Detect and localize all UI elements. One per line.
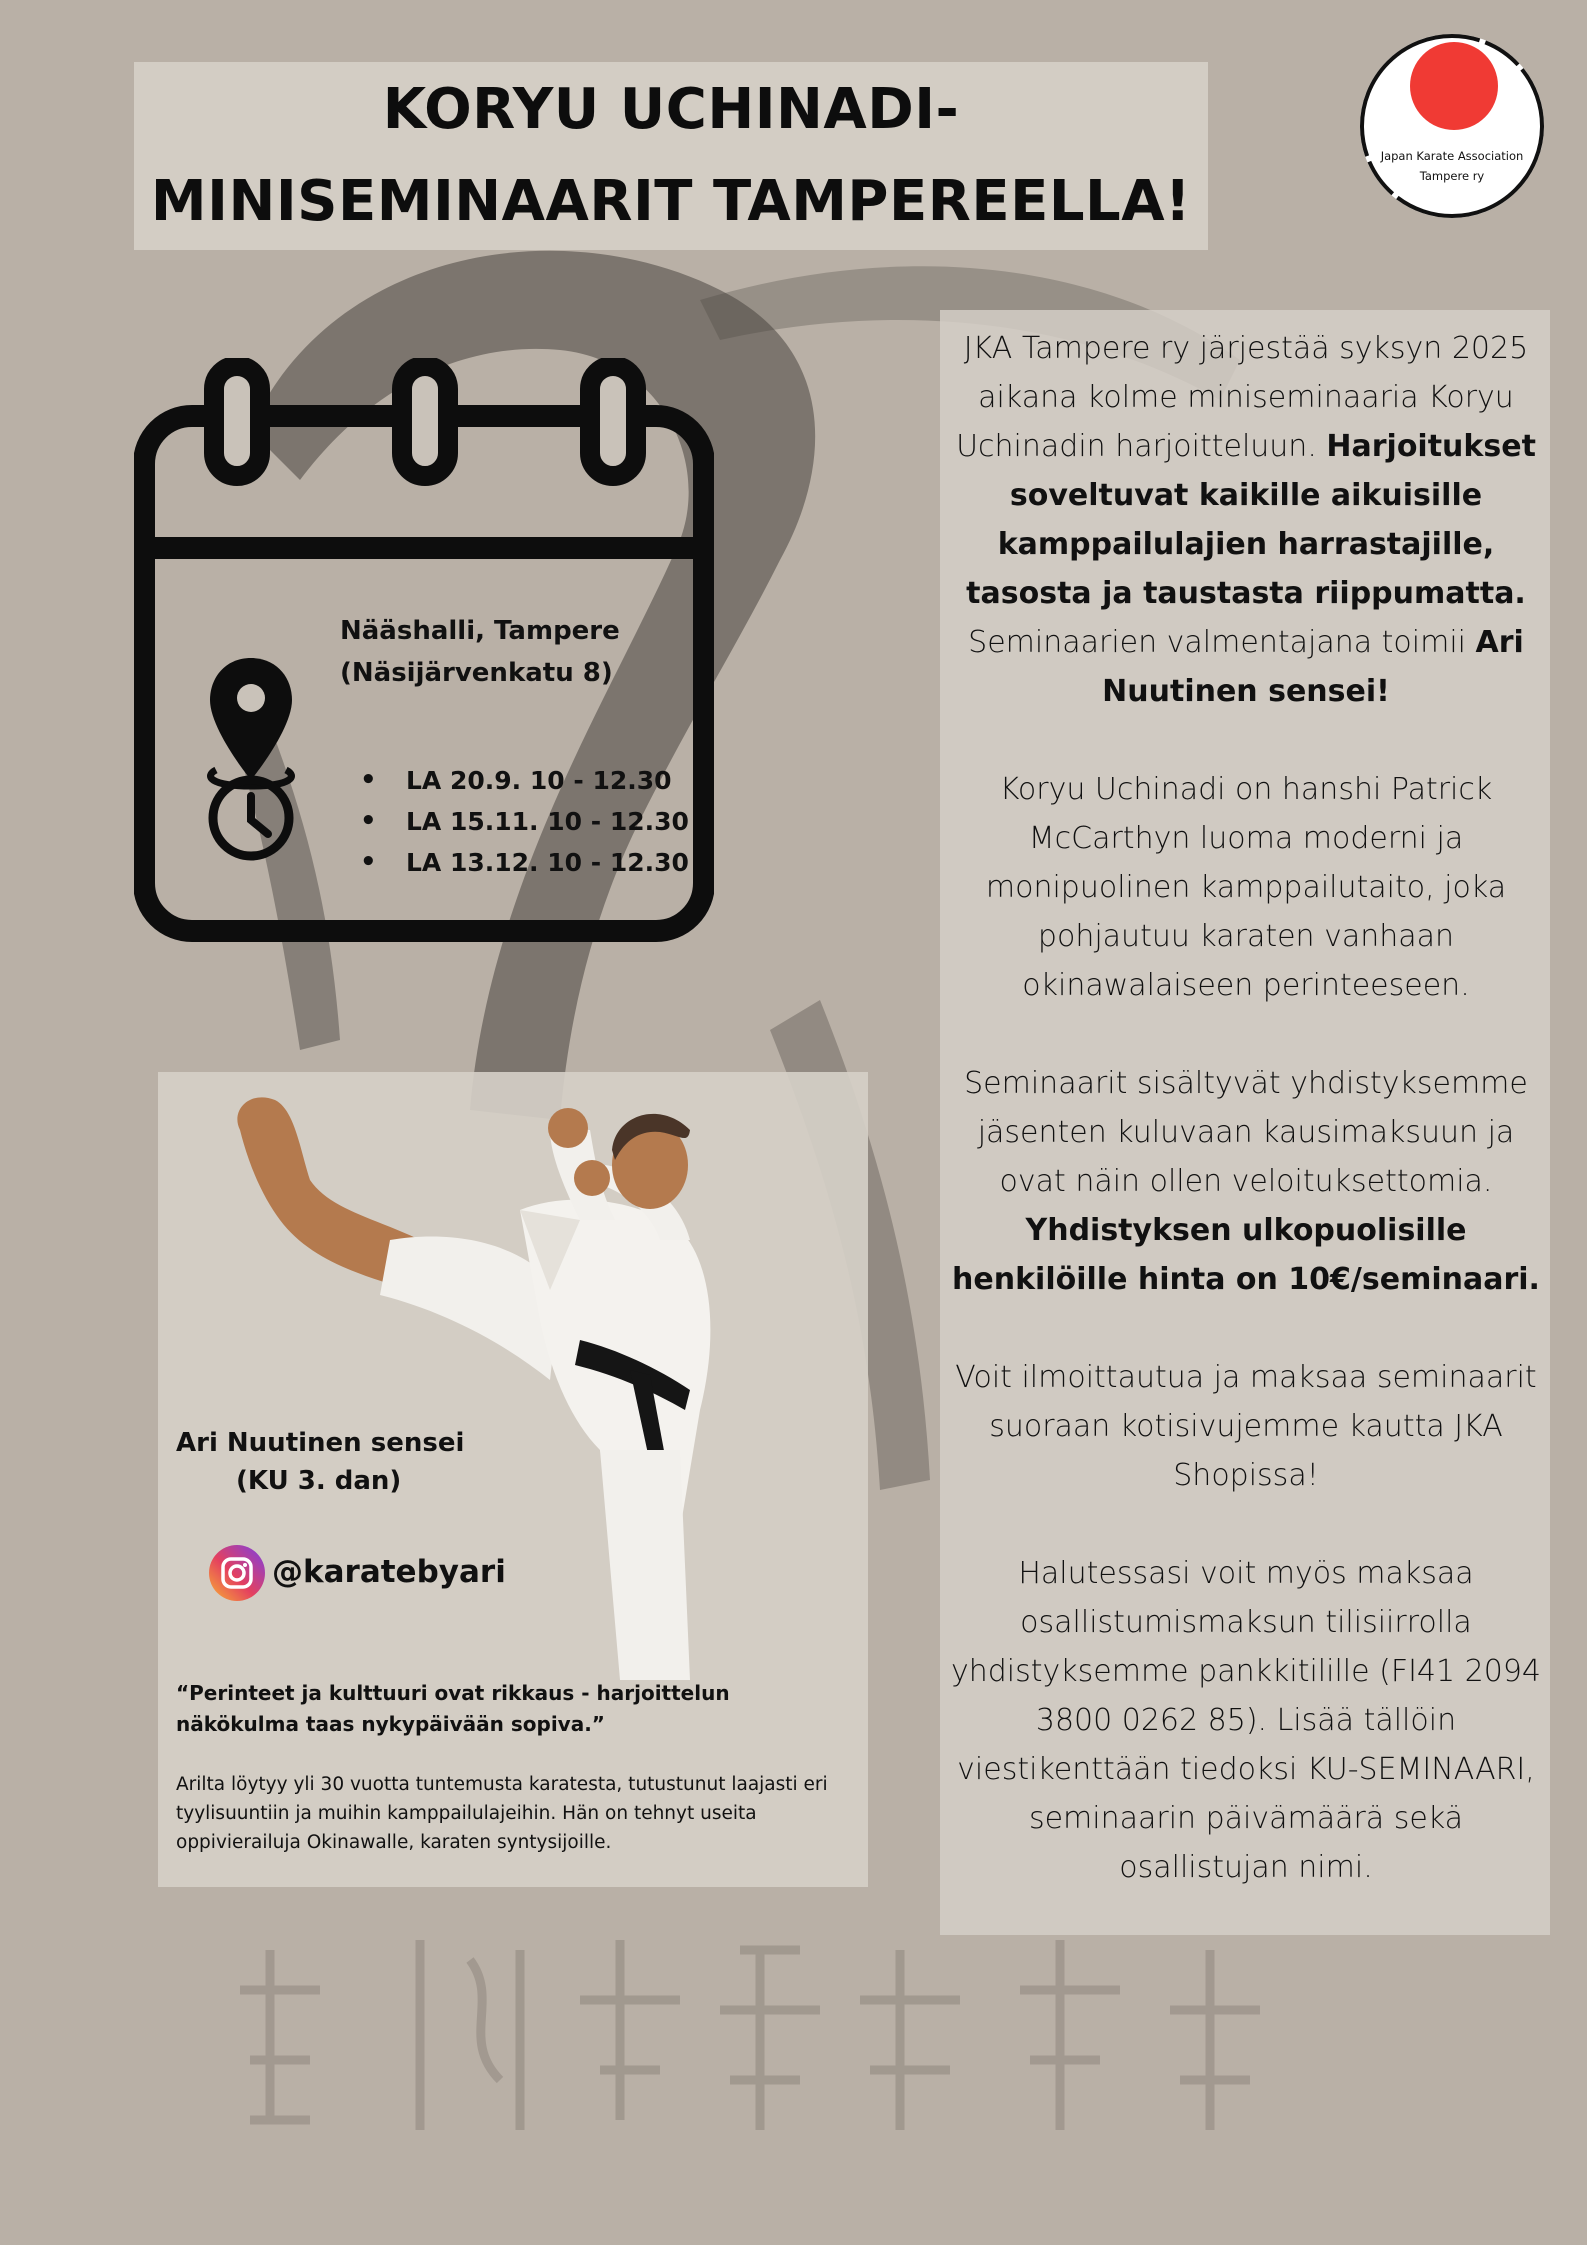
sensei-bio: Arilta löytyy yli 30 vuotta tuntemusta karatesta, tutustunut laajasti eri tyylisuuntiin ja muihin kamppailulajeihin. Hän on tehnyt useita oppivierailuja Okinawalle, karaten syntysijoille. (176, 1774, 828, 1853)
info-paragraph-4: Voit ilmoittautua ja maksaa seminaarit suoraan kotisivujemme kautta JKA Shopissa! (955, 1360, 1537, 1493)
info-text (946, 324, 1546, 1941)
info-paragraph-1 (946, 324, 1546, 716)
info-p1-highlight: Harjoitukset soveltuvat kaikille aikuisille kamppailulajien harrastajille, tasosta ja taustasta riippumatta. (966, 429, 1536, 611)
info-paragraph-5: Halutessasi voit myös maksaa osallistumismaksun tilisiirrolla yhdistyksemme pankkitilille (FI41 2094 3800 0262 85). Lisää tällöin viestikenttään tiedoksi KU-SEMINAARI, seminaarin päivämäärä sekä osallistujan nimi. (950, 1556, 1541, 1885)
logo-text (1356, 146, 1548, 186)
info-p1-coach-intro: Seminaarien valmentajana toimii (968, 625, 1476, 660)
info-p1-intro: JKA Tampere ry järjestää syksyn 2025 aikana kolme miniseminaaria Koryu Uchinadin harjoitteluun. (956, 331, 1529, 464)
info-paragraph-3 (946, 1059, 1546, 1304)
page-title-line-2: MINISEMINAARIT TAMPEREELLA! (150, 169, 1192, 234)
clock-icon (213, 780, 289, 856)
info-p1-coach-name: Ari Nuutinen sensei! (1102, 625, 1524, 709)
event-date-item: • LA 20.9. 10 - 12.30 (360, 760, 689, 801)
instagram-handle-link[interactable]: @karatebyari (272, 1554, 506, 1590)
logo-emblem (1356, 30, 1548, 222)
page-title-line-1: KORYU UCHINADI- (382, 77, 960, 142)
location-line-2: (Näsijärvenkatu 8) (340, 658, 613, 688)
event-dates-list (360, 760, 689, 883)
logo-text-line-1: Japan Karate Association (1380, 149, 1524, 163)
event-date-item: • LA 13.12. 10 - 12.30 (360, 842, 689, 883)
title-box (134, 62, 1208, 250)
instagram-icon[interactable] (208, 1544, 266, 1602)
location-line-1: Nääshalli, Tampere (340, 616, 620, 646)
event-location (340, 610, 620, 694)
sensei-rank: (KU 3. dan) (236, 1466, 402, 1496)
map-pin-icon (210, 658, 292, 786)
logo-text-line-2: Tampere ry (1419, 169, 1485, 183)
sensei-quote: “Perinteet ja kulttuuri ovat rikkaus - harjoittelun näkökulma taas nykypäivään sopiva.” (176, 1681, 730, 1736)
info-p3-text: Seminaarit sisältyvät yhdistyksemme jäsenten kuluvaan kausimaksuun ja ovat näin ollen veloituksettomia. (964, 1066, 1528, 1199)
event-date-item: • LA 15.11. 10 - 12.30 (360, 801, 689, 842)
sensei-name: Ari Nuutinen sensei (176, 1428, 465, 1458)
info-p3-price: Yhdistyksen ulkopuolisille henkilöille hinta on 10€/seminaari. (952, 1213, 1540, 1297)
info-paragraph-2: Koryu Uchinadi on hanshi Patrick McCarthyn luoma moderni ja monipuolinen kamppailutaito, joka pohjautuu karaten vanhaan okinawalaiseen perinteeseen. (985, 772, 1507, 1003)
jka-tampere-logo (1356, 30, 1548, 222)
